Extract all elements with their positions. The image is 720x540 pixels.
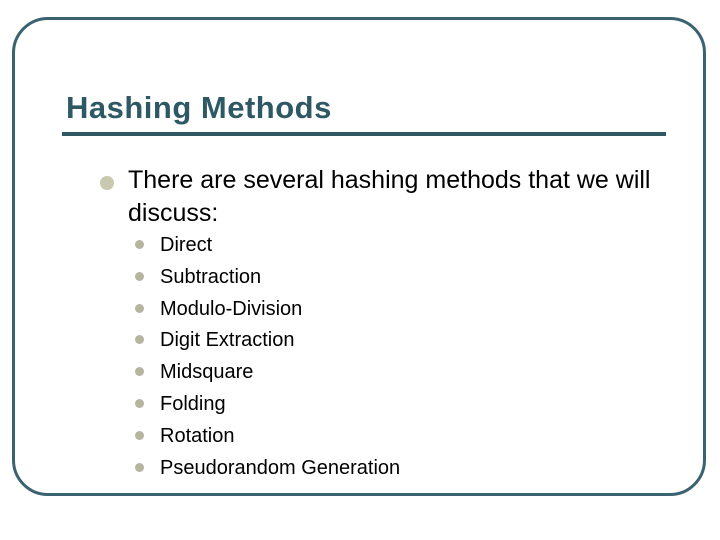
main-bullet-icon xyxy=(100,176,114,190)
bullet-icon xyxy=(135,272,144,281)
method-label: Digit Extraction xyxy=(160,329,295,352)
bullet-icon xyxy=(135,335,144,344)
bullet-icon xyxy=(135,304,144,313)
method-label: Folding xyxy=(160,392,226,415)
list-item xyxy=(128,325,400,357)
title-underline xyxy=(62,132,666,136)
list-item xyxy=(128,262,400,294)
method-label: Pseudorandom Generation xyxy=(160,456,401,479)
method-label: Modulo-Division xyxy=(160,297,303,320)
bullet-icon xyxy=(135,367,144,376)
method-label: Direct xyxy=(160,234,213,256)
slide-title: Hashing Methods xyxy=(66,90,332,125)
method-label: Subtraction xyxy=(160,265,262,288)
list-item xyxy=(128,421,400,453)
bullet-icon xyxy=(135,431,144,440)
list-item xyxy=(128,453,400,485)
list-item xyxy=(128,389,400,421)
hashing-methods-list xyxy=(128,230,400,484)
list-item xyxy=(128,294,400,326)
bullet-icon xyxy=(135,463,144,472)
list-item xyxy=(128,357,400,389)
list-item xyxy=(128,230,400,262)
method-label: Midsquare xyxy=(160,361,254,384)
bullet-icon xyxy=(135,399,144,408)
main-point-text: There are several hashing methods that we will discuss: xyxy=(128,166,651,227)
method-label: Rotation xyxy=(160,424,235,447)
bullet-icon xyxy=(135,240,144,249)
